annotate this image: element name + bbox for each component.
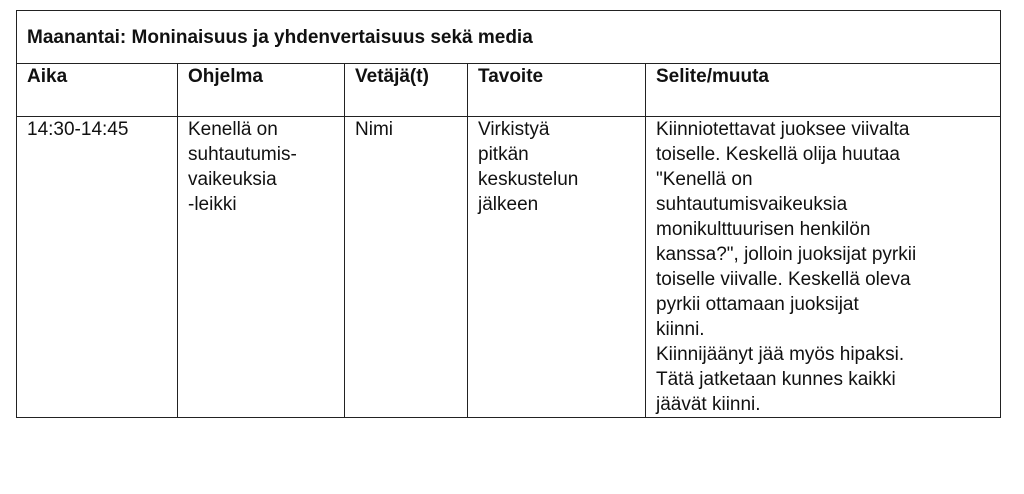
header-row [17, 64, 1001, 117]
table-row [17, 117, 1001, 418]
schedule-table [16, 10, 1001, 418]
cell-time [17, 117, 178, 418]
notes-line: toiselle viivalle. Keskellä oleva [656, 269, 911, 290]
notes-line: monikulttuurisen henkilön [656, 219, 871, 240]
leader-text: Nimi [355, 119, 393, 140]
program-line: Kenellä on [188, 119, 278, 140]
goal-line: Virkistyä [478, 119, 550, 140]
notes-line: Kiinnijäänyt jää myös hipaksi. [656, 344, 905, 365]
title-row [17, 11, 1001, 64]
cell-notes [646, 117, 1001, 418]
notes-line: kanssa?", jolloin juoksijat pyrkii [656, 244, 917, 265]
notes-line: jäävät kiinni. [656, 394, 761, 415]
table-title: Maanantai: Moninaisuus ja yhdenvertaisuus sekä media [17, 11, 1001, 64]
notes-line: Tätä jatketaan kunnes kaikki [656, 369, 896, 390]
notes-line: toiselle. Keskellä olija huutaa [656, 144, 900, 165]
notes-line: "Kenellä on [656, 169, 753, 190]
program-line: vaikeuksia [188, 169, 277, 190]
column-header-notes: Selite/muuta [646, 64, 1001, 117]
notes-line: Kiinniotettavat juoksee viivalta [656, 119, 910, 140]
column-header-program: Ohjelma [178, 64, 345, 117]
program-line: -leikki [188, 194, 237, 215]
notes-line: pyrkii ottamaan juoksijat [656, 294, 859, 315]
notes-line: kiinni. [656, 319, 705, 340]
column-header-goal: Tavoite [468, 64, 646, 117]
cell-program [178, 117, 345, 418]
notes-line: suhtautumisvaikeuksia [656, 194, 848, 215]
cell-goal [468, 117, 646, 418]
column-header-leader: Vetäjä(t) [345, 64, 468, 117]
goal-line: jälkeen [478, 194, 539, 215]
time-text: 14:30-14:45 [27, 119, 129, 140]
program-line: suhtautumis- [188, 144, 297, 165]
goal-line: pitkän [478, 144, 529, 165]
column-header-time: Aika [17, 64, 178, 117]
goal-line: keskustelun [478, 169, 579, 190]
cell-leader [345, 117, 468, 418]
